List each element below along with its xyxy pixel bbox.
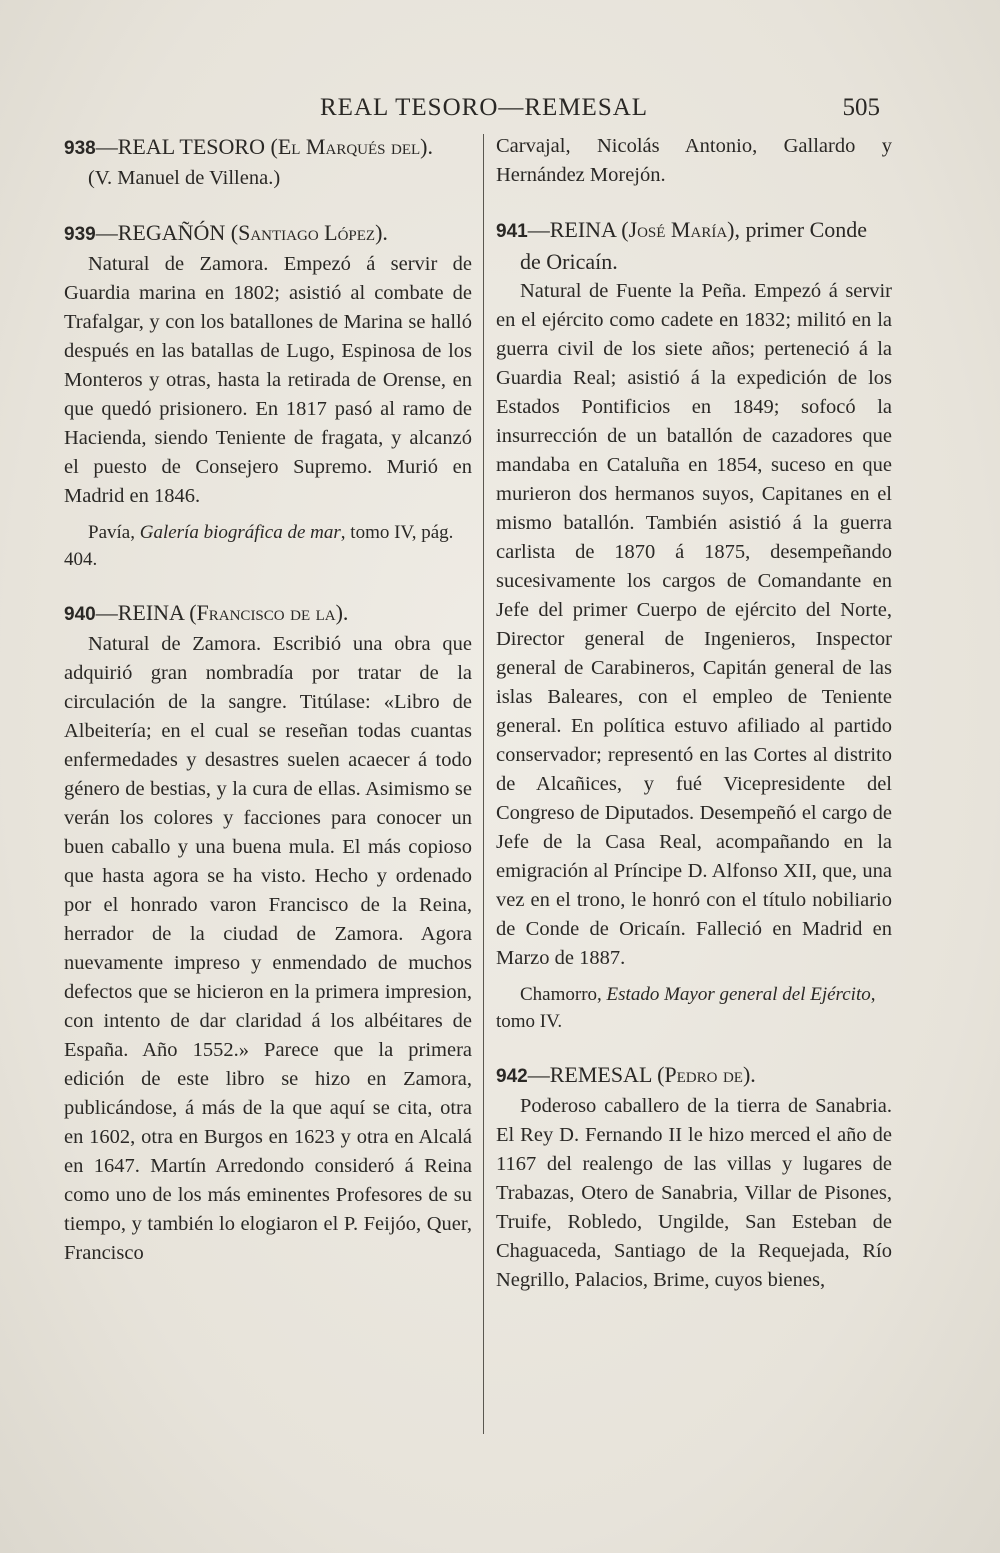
left-column (64, 132, 472, 1293)
entry-heading (496, 1060, 892, 1092)
page-number: 505 (842, 94, 880, 121)
entry-qualifier: (El Marqués del). (270, 134, 433, 159)
source-author: Chamorro, (520, 984, 607, 1005)
entry-heading (64, 218, 472, 250)
running-head (320, 94, 880, 126)
entry-number: 942 (496, 1066, 528, 1087)
entry-body: Natural de Zamora. Empezó á servir de Guardia marina en 1802; asistió al combate de Trafalgar, y con los batallones de Marina se halló después en las batallas de Lugo, Espinosa de los Monteros y otras, hasta la retirada de Orense, en que quedó prisionero. En 1817 pasó al ramo de Hacienda, siendo Teniente de fragata, y alcanzó el puesto de Consejero Supremo. Murió en Madrid en 1846. (64, 253, 472, 507)
entry-name: —REAL TESORO (95, 134, 271, 159)
entry-942 (496, 1060, 892, 1295)
source-title: Galería biográfica de mar (139, 522, 341, 543)
running-title: REAL TESORO—REMESAL (320, 94, 649, 121)
right-column (496, 132, 892, 1320)
continuation-text: Carvajal, Nicolás Antonio, Gallardo y Hernández Morejón. (496, 135, 892, 186)
entry-body: Poderoso caballero de la tierra de Sanabria. El Rey D. Fernando II le hizo merced el año de 1167 del realengo de las villas y lugares de Trabazas, Otero de Sanabria, Villar de Pisones, Truife, Robledo, Ungilde, San Esteban de Chaguaceda, Santiago de la Requejada, Río Negrillo, Palacios, Brime, cuyos bienes, (496, 1095, 892, 1291)
entry-number: 940 (64, 604, 96, 625)
entry-heading (64, 132, 472, 164)
entry-body: Natural de Fuente la Peña. Empezó á servir en el ejército como cadete en 1832; militó en la guerra civil de los siete años; perteneció á la Guardia Real; asistió á la expedición de los Estados Pontificios en 1849; sofocó la insurrección de un batallón de cazadores que mandaba en Cataluña en 1854, suceso en que murieron dos hermanos suyos, Capitanes en el mismo batallón. También asistió á la guerra carlista de 1870 á 1875, desempeñando sucesivamente los cargos de Comandante en Jefe del primer Cuerpo de ejército del Norte, Director general de Ingenieros, Inspector general de Carabineros, Capitán general de las islas Baleares, con el empleo de Teniente general. En política estuvo afiliado al partido conservador; representó en las Cortes al distrito de Alcañices, y fué Vicepresidente del Congreso de Diputados. Desempeñó el cargo de Jefe de la Casa Real, acompañando en la emigración al Príncipe D. Alfonso XII, que, una vez en el trono, le honró con el título nobiliario de Conde de Oricaín. Falleció en Madrid en Marzo de 1887. (496, 280, 892, 969)
source-citation (64, 519, 472, 573)
entry-title-rest: , primer Conde de Oricaín. (520, 217, 868, 274)
entry-940 (64, 598, 472, 1268)
entry-941 (496, 215, 892, 1035)
entry-939 (64, 218, 472, 573)
entry-heading (64, 598, 472, 630)
entry-number: 941 (496, 221, 528, 242)
entry-qualifier: (Santiago López). (230, 220, 388, 245)
source-author: Pavía, (88, 522, 140, 543)
entry-name: —REINA (527, 217, 622, 242)
entry-name: —REGAÑÓN (95, 220, 231, 245)
source-detail: , tomo IV, pág. 404. (64, 522, 454, 570)
source-detail: , tomo IV. (496, 984, 876, 1032)
source-citation (496, 981, 892, 1035)
entry-qualifier: (José María) (621, 217, 735, 242)
see-reference: (V. Manuel de Villena.) (88, 167, 281, 189)
entry-number: 938 (64, 138, 96, 159)
entry-qualifier: (Francisco de la). (189, 600, 349, 625)
entry-heading (496, 215, 892, 277)
entry-body: Natural de Zamora. Escribió una obra que adquirió gran nombradía por tratar de la circulación de la sangre. Titúlase: «Libro de Albeitería; en el cual se reseñan todas cuantas enfermedades y desastres suelen acaecer á todo género de bestias, y la cura de ellas. Asimismo se verán los colores y facciones para conocer un buen caballo y una buena mula. El más copioso que hasta agora se ha visto. Hecho y ordenado por el honrado varon Francisco de la Reina, herrador de la ciudad de Zamora. Agora nuevamente impreso y enmendado de muchos defectos que se hicieron en la primera impresion, con intento de dar claridad á los albéitares de España. Año 1552.» Parece que la primera edición de este libro se hizo en Zamora, publicándose, á más de la que aquí se cita, otra en 1602, otra en Burgos en 1623 y otra en Alcalá en 1647. Martín Arredondo consideró á Reina como uno de los más eminentes Profesores de su tiempo, y también lo elogiaron el P. Feijóo, Quer, Francisco (64, 633, 472, 1264)
column-divider (483, 134, 484, 1434)
entry-940-continuation (496, 132, 892, 190)
entry-938 (64, 132, 472, 193)
entry-qualifier: (Pedro de). (657, 1062, 756, 1087)
entry-name: —REMESAL (527, 1062, 658, 1087)
entry-number: 939 (64, 224, 96, 245)
entry-name: —REINA (95, 600, 190, 625)
source-title: Estado Mayor general del Ejército (606, 984, 871, 1005)
